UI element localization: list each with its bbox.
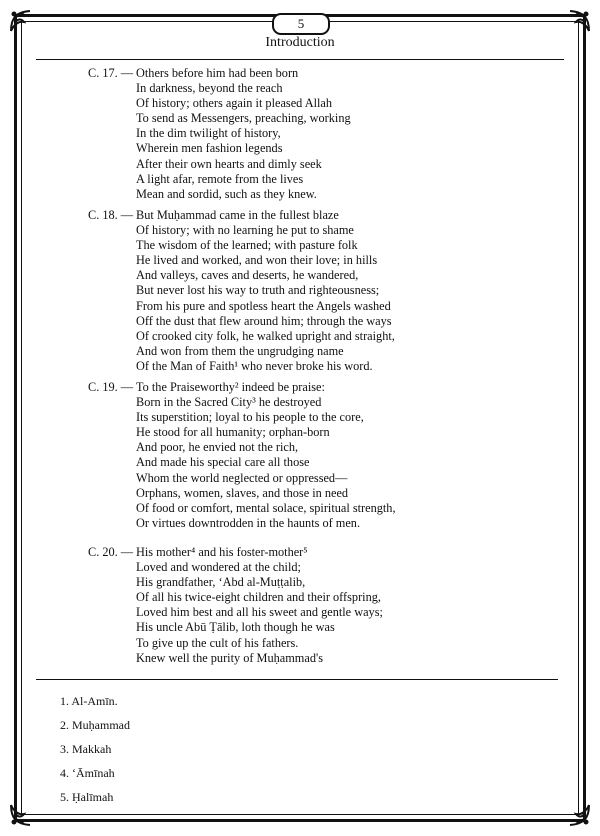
verse-line: Of food or comfort, mental solace, spiritual strength, bbox=[136, 500, 396, 515]
verse-line: And made his special care all those bbox=[136, 455, 310, 470]
verse-line: Of all his twice-eight children and their offspring, bbox=[136, 590, 381, 605]
footnote-item: 4. ʻĀmīnah bbox=[60, 766, 115, 780]
corner-ornament-icon bbox=[566, 802, 592, 828]
verse-line: But never lost his way to truth and righteousness; bbox=[136, 283, 380, 298]
verse-line: From his pure and spotless heart the Angels washed bbox=[136, 298, 391, 313]
verse-line: To send as Messengers, preaching, working bbox=[136, 111, 351, 126]
footnote-item: 5. Ḥalīmah bbox=[60, 790, 114, 804]
page-title: Introduction bbox=[265, 35, 335, 50]
verse-line: Of history; others again it pleased Allah bbox=[136, 96, 333, 111]
verse-line: His grandfather, ʻAbd al-Muṭṭalib, bbox=[136, 575, 306, 590]
verse-line: Born in the Sacred City³ he destroyed bbox=[136, 395, 322, 410]
verse-line: Loved him best and all his sweet and gentle ways; bbox=[136, 605, 383, 620]
verse-block bbox=[88, 208, 395, 374]
verse-line: Orphans, women, slaves, and those in need bbox=[136, 485, 349, 500]
verse-line: C. 18. — But Muḥammad came in the fullest blaze bbox=[88, 208, 339, 222]
verse-line: He stood for all humanity; orphan-born bbox=[136, 425, 330, 440]
verse-line: The wisdom of the learned; with pasture folk bbox=[136, 238, 358, 253]
verse-reference: C. 18. — bbox=[88, 208, 134, 222]
verse-reference: C. 17. — bbox=[88, 66, 134, 80]
corner-ornament-icon bbox=[566, 8, 592, 34]
verse-line: Or virtues downtrodden in the haunts of men. bbox=[136, 515, 361, 530]
verse-line: C. 17. — Others before him had been born bbox=[88, 66, 299, 80]
verse-line: In the dim twilight of history, bbox=[136, 126, 281, 141]
verse-line: Whom the world neglected or oppressed— bbox=[136, 470, 348, 485]
verse-line: C. 20. — His mother⁴ and his foster-mother⁵ bbox=[88, 545, 308, 559]
verse-line: He lived and worked, and won their love; in hills bbox=[136, 253, 378, 268]
footnote-divider bbox=[36, 679, 558, 680]
verse-line: A light afar, remote from the lives bbox=[136, 171, 304, 186]
verse-line: And won from them the ungrudging name bbox=[136, 343, 344, 358]
footnotes bbox=[60, 693, 130, 813]
verse-line: And valleys, caves and deserts, he wandered, bbox=[136, 268, 359, 283]
header-divider bbox=[36, 59, 564, 60]
verse-line: Knew well the purity of Muḥammad's bbox=[136, 650, 323, 665]
verse-line: To give up the cult of his fathers. bbox=[136, 635, 299, 650]
verse-line: Mean and sordid, such as they knew. bbox=[136, 186, 317, 201]
corner-ornament-icon bbox=[8, 8, 34, 34]
verse-line: Loved and wondered at the child; bbox=[136, 560, 301, 575]
verse-line: Wherein men fashion legends bbox=[136, 141, 283, 156]
verse-line: C. 19. — To the Praiseworthy² indeed be praise: bbox=[88, 380, 325, 394]
footnote-item: 2. Muḥammad bbox=[60, 718, 130, 732]
page-number: 5 bbox=[272, 13, 330, 35]
verse-line: In darkness, beyond the reach bbox=[136, 81, 283, 96]
verse-line: Of the Man of Faith¹ who never broke his word. bbox=[136, 358, 373, 373]
verse-line: Its superstition; loyal to his people to the core, bbox=[136, 410, 364, 425]
verse-line: And poor, he envied not the rich, bbox=[136, 440, 299, 455]
verse-reference: C. 20. — bbox=[88, 545, 134, 559]
footnote-item: 3. Makkah bbox=[60, 742, 112, 756]
verse-line: Of history; with no learning he put to shame bbox=[136, 223, 354, 238]
footnote-item: 1. Al-Amīn. bbox=[60, 694, 118, 708]
verse-block bbox=[88, 380, 396, 531]
corner-ornament-icon bbox=[8, 802, 34, 828]
verse-line: Of crooked city folk, he walked upright and straight, bbox=[136, 328, 395, 343]
verse-line: After their own hearts and dimly seek bbox=[136, 156, 322, 171]
verse-block bbox=[88, 545, 383, 666]
verse-line: His uncle Abū Ṭālib, loth though he was bbox=[136, 620, 335, 635]
verse-reference: C. 19. — bbox=[88, 380, 134, 394]
verse-block bbox=[88, 66, 351, 202]
verse-line: Off the dust that flew around him; through the ways bbox=[136, 313, 392, 328]
